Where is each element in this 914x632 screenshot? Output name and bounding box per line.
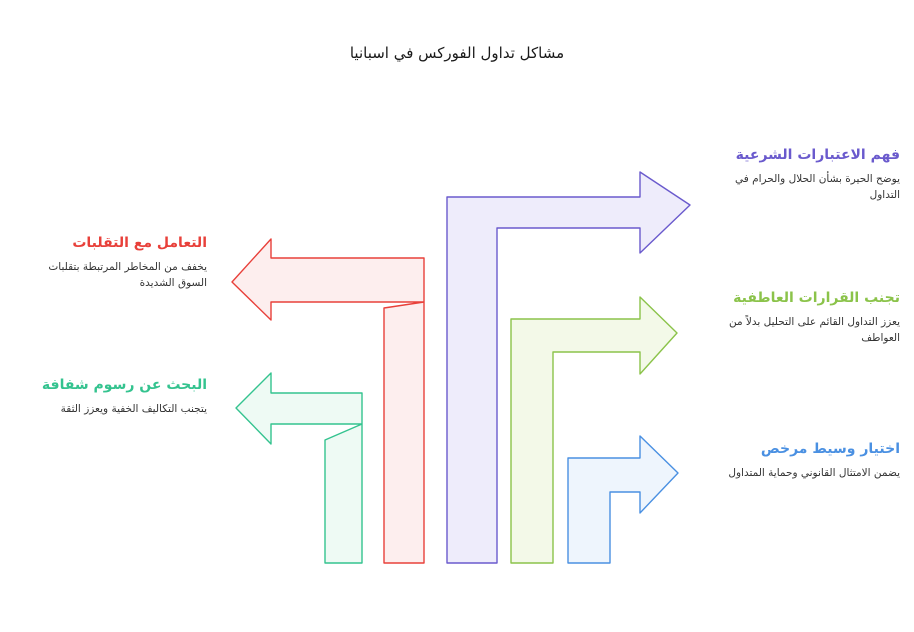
arrow-broker [568, 436, 678, 563]
page-title: مشاكل تداول الفوركس في اسبانيا [349, 44, 565, 62]
label-broker-desc: يضمن الامتثال القانوني وحماية المتداول [728, 466, 900, 479]
arrow-fees [236, 373, 362, 563]
label-legitimacy [715, 146, 900, 203]
label-volatility-desc: يخفف من المخاطر المرتبطة بتقلبات السوق الشديدة [48, 260, 207, 289]
label-fees-title: البحث عن رسوم شفافة [41, 377, 207, 393]
label-emotional-title: تجنب القرارات العاطفية [733, 290, 900, 306]
label-fees-desc: يتجنب التكاليف الخفية ويعزز الثقة [60, 402, 207, 415]
label-emotional-desc: يعزز التداول القائم على التحليل بدلاً من العواطف [728, 315, 900, 344]
label-fees [22, 376, 207, 418]
label-legitimacy-desc: يوضح الحيرة بشأن الحلال والحرام في التداول [734, 172, 900, 201]
label-legitimacy-title: فهم الاعتبارات الشرعية [735, 147, 900, 163]
label-broker [715, 440, 900, 482]
label-broker-title: اختيار وسيط مرخص [760, 441, 900, 457]
label-emotional [715, 289, 900, 346]
label-volatility [22, 234, 207, 291]
label-volatility-title: التعامل مع التقلبات [72, 235, 207, 251]
